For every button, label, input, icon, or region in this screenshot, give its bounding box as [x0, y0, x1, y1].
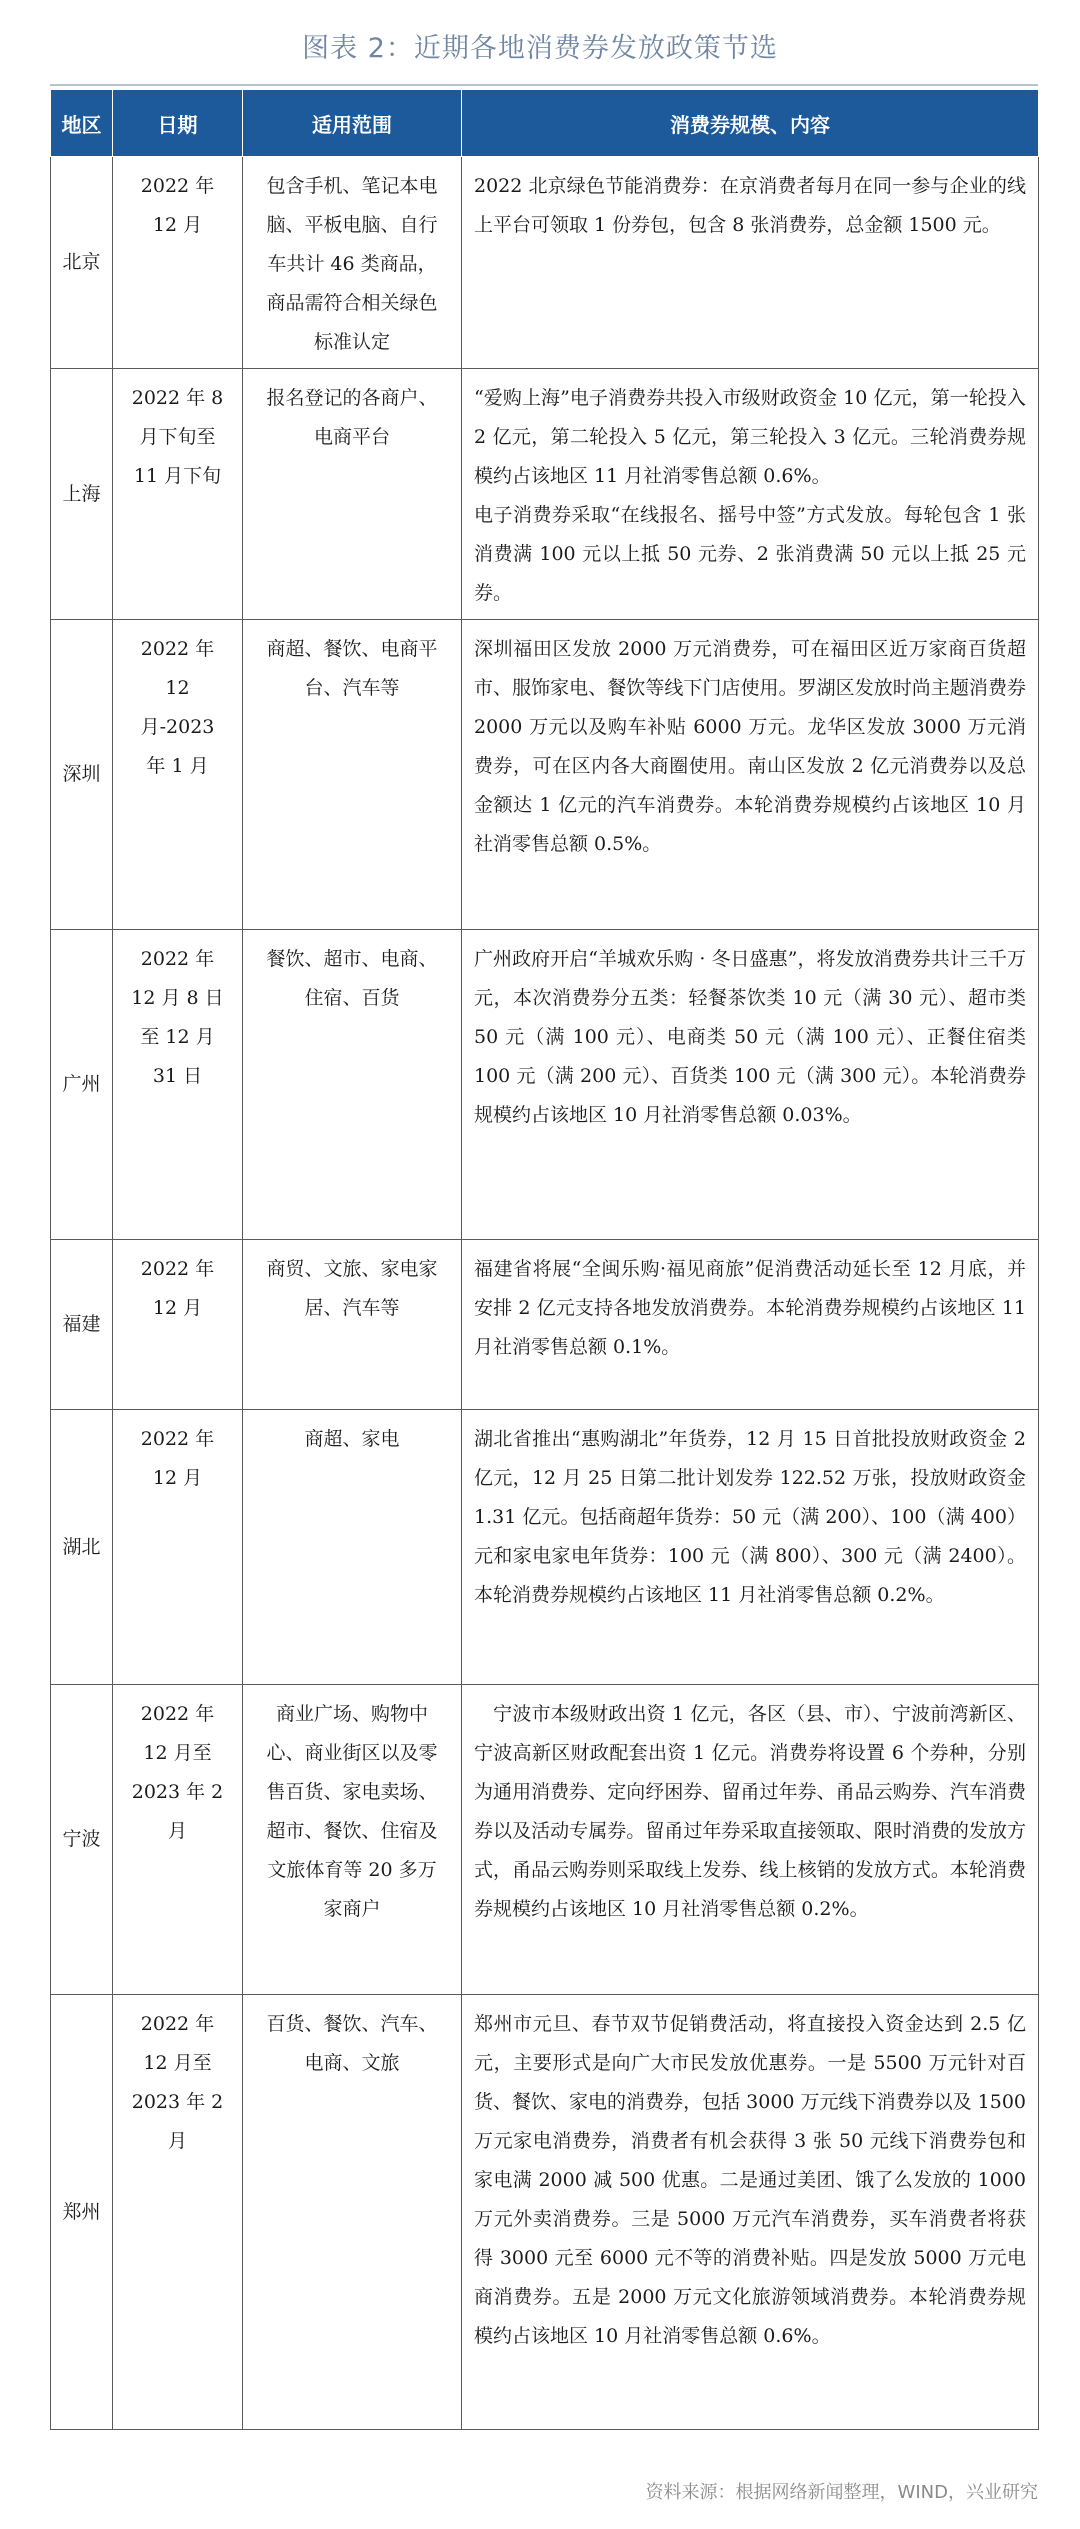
date-cell: 2022 年 8 月下旬至 11 月下旬 — [113, 369, 243, 620]
detail-cell — [462, 930, 1039, 1240]
table-header-row — [51, 90, 1039, 157]
detail-paragraph: “爱购上海”电子消费券共投入市级财政资金 10 亿元，第一轮投入 2 亿元，第二轮投入 5 亿元，第三轮投入 3 亿元。三轮消费券规模约占该地区 11 月社消零售总额 0.6%。 — [474, 387, 1026, 487]
title-divider — [50, 84, 1038, 86]
detail-paragraph: 广州政府开启“羊城欢乐购 · 冬日盛惠”，将发放消费券共计三千万元，本次消费券分五类：轻餐茶饮类 10 元（满 30 元）、超市类 50 元（满 100 元）、电商类 50 元（满 100 元）、正餐住宿类 100 元（满 200 元）、百货类 100 元（满 300 元）。本轮消费券规模约占该地区 10 月社消零售总额 0.03%。 — [474, 948, 1026, 1126]
detail-paragraph: 电子消费券采取“在线报名、摇号中签”方式发放。每轮包含 1 张消费满 100 元以上抵 50 元券、2 张消费满 50 元以上抵 25 元券。 — [474, 504, 1026, 604]
scope-cell: 商贸、文旅、家电家居、汽车等 — [243, 1240, 462, 1410]
table-row — [51, 1995, 1039, 2430]
scope-cell: 报名登记的各商户、电商平台 — [243, 369, 462, 620]
date-cell: 2022 年 12 月 8 日至 12 月 31 日 — [113, 930, 243, 1240]
detail-cell — [462, 620, 1039, 930]
date-cell: 2022 年 12 月至 2023 年 2 月 — [113, 1685, 243, 1995]
region-cell: 郑州 — [51, 1995, 113, 2430]
region-cell: 宁波 — [51, 1685, 113, 1995]
detail-paragraph: 福建省将展“全闽乐购·福见商旅”促消费活动延长至 12 月底，并安排 2 亿元支持各地发放消费券。本轮消费券规模约占该地区 11 月社消零售总额 0.1%。 — [474, 1258, 1026, 1358]
detail-cell — [462, 369, 1039, 620]
detail-paragraph: 2022 北京绿色节能消费券：在京消费者每月在同一参与企业的线上平台可领取 1 份券包，包含 8 张消费券，总金额 1500 元。 — [474, 175, 1026, 236]
source-note: 资料来源：根据网络新闻整理，WIND，兴业研究 — [645, 2482, 1038, 2503]
coupon-policy-table — [50, 89, 1039, 2430]
table-row — [51, 1685, 1039, 1995]
table-row — [51, 930, 1039, 1240]
region-cell: 上海 — [51, 369, 113, 620]
header-detail: 消费券规模、内容 — [462, 90, 1039, 157]
table-row — [51, 1410, 1039, 1685]
region-cell: 深圳 — [51, 620, 113, 930]
scope-cell: 商超、餐饮、电商平台、汽车等 — [243, 620, 462, 930]
detail-paragraph: 湖北省推出“惠购湖北”年货券，12 月 15 日首批投放财政资金 2 亿元，12 月 25 日第二批计划发券 122.52 万张，投放财政资金 1.31 亿元。包括商超年货券：50 元（满 200）、100（满 400）元和家电家电年货券：100 元（满 800）、300 元（满 2400）。本轮消费券规模约占该地区 11 月社消零售总额 0.2%。 — [474, 1428, 1026, 1606]
table-row — [51, 1240, 1039, 1410]
detail-paragraph: 郑州市元旦、春节双节促销费活动，将直接投入资金达到 2.5 亿元，主要形式是向广大市民发放优惠券。一是 5500 万元针对百货、餐饮、家电的消费券，包括 3000 万元线下消费券以及 1500 万元家电消费券，消费者有机会获得 3 张 50 元线下消费券包和家电满 2000 减 500 优惠。二是通过美团、饿了么发放的 1000 万元外卖消费券。三是 5000 万元汽车消费券，买车消费者将获得 3000 元至 6000 元不等的消费补贴。四是发放 5000 万元电商消费券。五是 2000 万元文化旅游领域消费券。本轮消费券规模约占该地区 10 月社消零售总额 0.6%。 — [474, 2013, 1026, 2347]
detail-paragraph: 深圳福田区发放 2000 万元消费券，可在福田区近万家商百货超市、服饰家电、餐饮等线下门店使用。罗湖区发放时尚主题消费券 2000 万元以及购车补贴 6000 万元。龙华区发放 3000 万元消费券，可在区内各大商圈使用。南山区发放 2 亿元消费券以及总金额达 1 亿元的汽车消费券。本轮消费券规模约占该地区 10 月社消零售总额 0.5%。 — [474, 638, 1026, 855]
detail-cell — [462, 1410, 1039, 1685]
date-cell: 2022 年12 月 — [113, 157, 243, 369]
table-row — [51, 620, 1039, 930]
table-row — [51, 157, 1039, 369]
date-cell: 2022 年 12 月 — [113, 1240, 243, 1410]
scope-cell: 商超、家电 — [243, 1410, 462, 1685]
date-cell: 2022 年 12 月至 2023 年 2 月 — [113, 1995, 243, 2430]
header-scope: 适用范围 — [243, 90, 462, 157]
scope-cell: 商业广场、购物中心、商业街区以及零售百货、家电卖场、超市、餐饮、住宿及文旅体育等 20 多万家商户 — [243, 1685, 462, 1995]
detail-cell — [462, 1995, 1039, 2430]
region-cell: 北京 — [51, 157, 113, 369]
date-cell: 2022 年 12 月-2023 年 1 月 — [113, 620, 243, 930]
region-cell: 福建 — [51, 1240, 113, 1410]
scope-cell: 百货、餐饮、汽车、电商、文旅 — [243, 1995, 462, 2430]
region-cell: 广州 — [51, 930, 113, 1240]
detail-cell — [462, 1685, 1039, 1995]
scope-cell: 餐饮、超市、电商、住宿、百货 — [243, 930, 462, 1240]
region-cell: 湖北 — [51, 1410, 113, 1685]
scope-cell: 包含手机、笔记本电脑、平板电脑、自行车共计 46 类商品，商品需符合相关绿色标准认定 — [243, 157, 462, 369]
header-region: 地区 — [51, 90, 113, 157]
date-cell: 2022 年 12 月 — [113, 1410, 243, 1685]
detail-cell — [462, 1240, 1039, 1410]
figure-title: 图表 2：近期各地消费券发放政策节选 — [302, 33, 778, 64]
header-date: 日期 — [113, 90, 243, 157]
table-row — [51, 369, 1039, 620]
detail-paragraph: 宁波市本级财政出资 1 亿元，各区（县、市）、宁波前湾新区、宁波高新区财政配套出资 1 亿元。消费券将设置 6 个券种，分别为通用消费券、定向纾困券、留甬过年券、甬品云购券、汽车消费券以及活动专属券。留甬过年券采取直接领取、限时消费的发放方式，甬品云购券则采取线上发券、线上核销的发放方式。本轮消费券规模约占该地区 10 月社消零售总额 0.2%。 — [474, 1703, 1026, 1920]
detail-cell — [462, 157, 1039, 369]
